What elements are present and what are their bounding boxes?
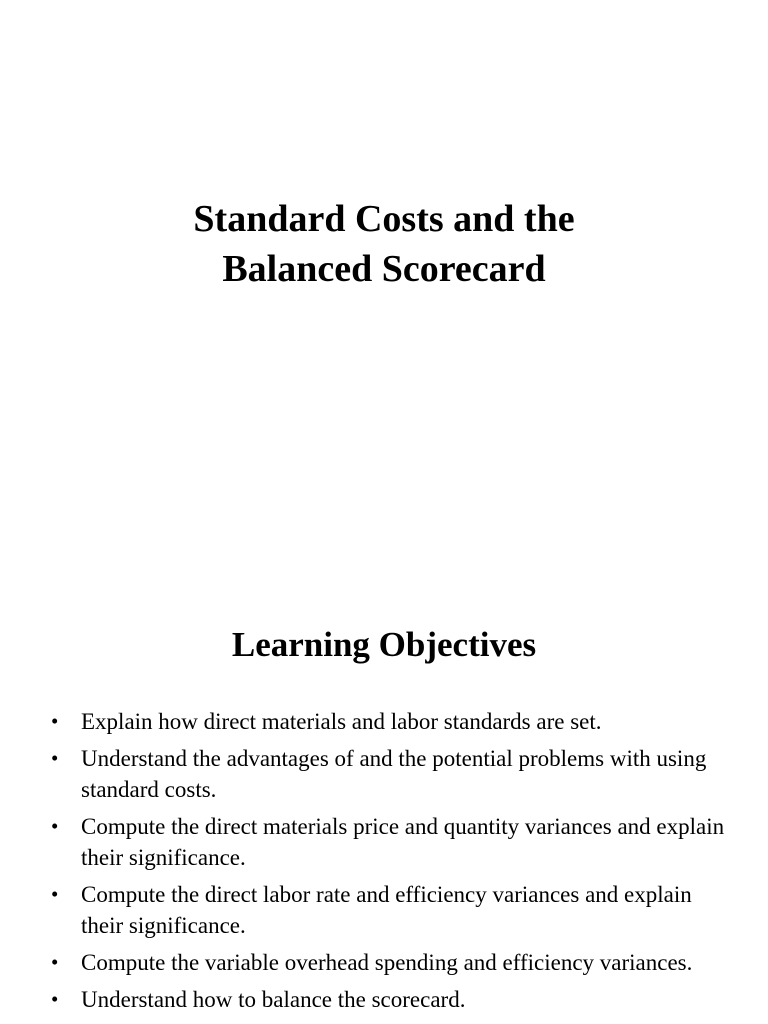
- list-item-text: Compute the direct labor rate and efficiency variances and explain their significance.: [81, 882, 692, 938]
- list-item-text: Compute the variable overhead spending and efficiency variances.: [81, 950, 693, 975]
- list-item: [0, 811, 768, 873]
- list-item-text: Compute the direct materials price and quantity variances and explain their significance.: [81, 814, 725, 870]
- slide-title-line-1: Standard Costs and the: [193, 198, 575, 240]
- bullet-icon: •: [51, 882, 59, 906]
- list-item-text: Understand how to balance the scorecard.: [81, 987, 466, 1012]
- list-item: [0, 706, 768, 737]
- learning-objectives-list: [0, 706, 768, 1021]
- bullet-icon: •: [51, 950, 59, 974]
- bullet-icon: •: [51, 746, 59, 770]
- bullet-icon: •: [51, 709, 59, 733]
- list-item: [0, 947, 768, 978]
- bullet-icon: •: [51, 814, 59, 838]
- learning-objectives-heading: Learning Objectives: [231, 625, 537, 664]
- list-item: [0, 984, 768, 1015]
- slide-title-line-2: Balanced Scorecard: [222, 248, 546, 290]
- list-item: [0, 743, 768, 805]
- list-item: [0, 879, 768, 941]
- slide-title: [0, 194, 768, 294]
- list-item-text: Explain how direct materials and labor standards are set.: [81, 709, 602, 734]
- bullet-icon: •: [51, 987, 59, 1011]
- list-item-text: Understand the advantages of and the potential problems with using standard costs.: [81, 746, 707, 802]
